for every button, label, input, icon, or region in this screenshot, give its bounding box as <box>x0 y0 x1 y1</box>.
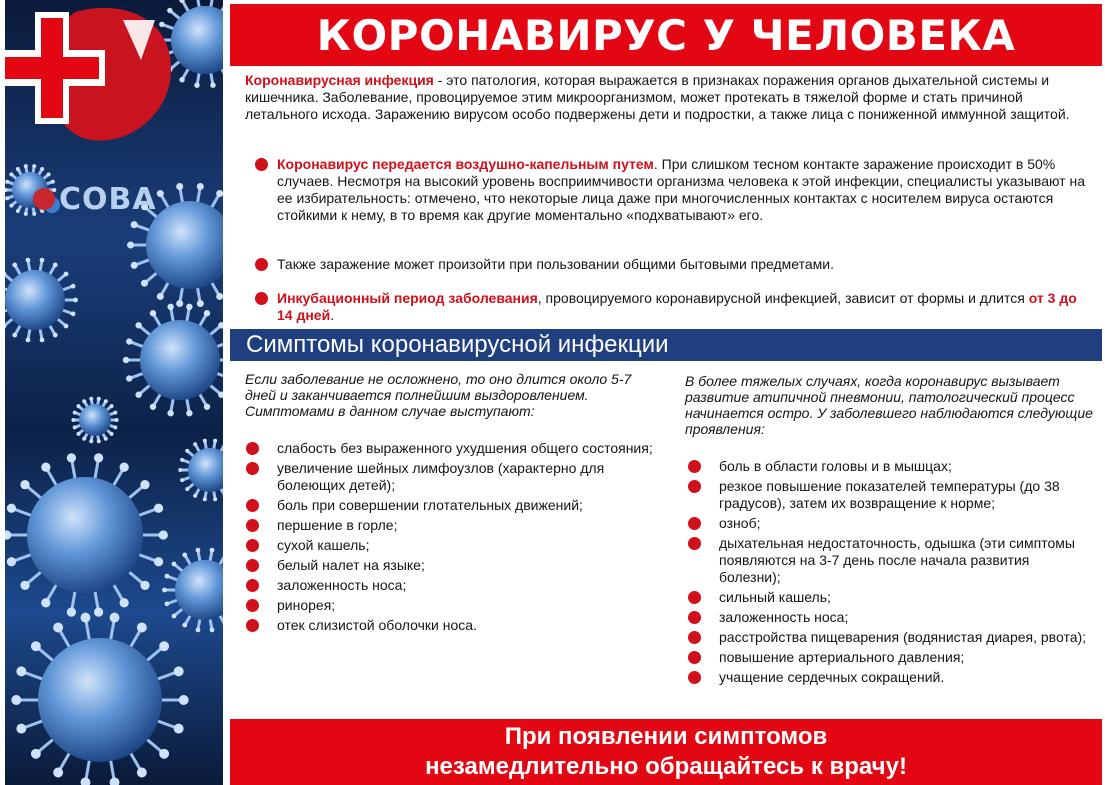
intro-paragraph <box>245 72 1085 123</box>
virus-particle <box>11 613 188 785</box>
footer-line-2: незамедлительно обращайтесь к врачу! <box>425 753 907 780</box>
list-item: ринорея; <box>246 597 666 614</box>
footer-banner <box>230 719 1102 785</box>
header-banner <box>230 4 1102 66</box>
virus-particle <box>123 304 223 417</box>
list-item: слабость без выраженного ухудшения общего состояния; <box>246 440 666 457</box>
transmission-paragraph <box>277 156 1092 224</box>
virus-particle <box>71 397 118 444</box>
virus-particle <box>5 258 78 343</box>
page-title: КОРОНАВИРУС У ЧЕЛОВЕКА <box>316 10 1016 60</box>
list-item: расстройства пищеварения (водянистая диарея, рвота); <box>688 629 1088 646</box>
list-item: заложенность носа; <box>688 609 1088 626</box>
footer-line-1: При появлении симптомов <box>504 723 828 750</box>
list-item: учащение сердечных сокращений. <box>688 669 1088 686</box>
medical-cross-drop-icon <box>5 0 175 150</box>
household-text: Также заражение может произойти при пользовании общими бытовыми предметами. <box>277 256 834 272</box>
incubation-text: , провоцируемого коронавирусной инфекцией, зависит от формы и длится <box>537 290 1029 306</box>
virus-particle <box>162 548 223 633</box>
virus-particle <box>5 453 168 617</box>
poster <box>5 0 1102 785</box>
symptoms-section-header <box>230 329 1102 361</box>
transmission-text: . При слишком тесном контакте заражение происходит в 50% случаев. Несмотря на высокий уровень восприимчивости организма человека к этой инфекции, специалисты указывают на ее избирательность: отмечено, что некоторые лица даже при многочисленных контактах с носителем вируса остаются стойкими к нему, в то время как другие моментально «подхватывают» его. <box>277 156 1085 223</box>
list-item: боль в области головы и в мышцах; <box>688 458 1088 475</box>
list-item: увеличение шейных лимфоузлов (характерно для болеющих детей); <box>246 460 666 494</box>
list-item: сильный кашель; <box>688 589 1088 606</box>
virus-particle <box>178 439 223 501</box>
bullet-icon <box>255 292 268 305</box>
incubation-lead: Инкубационный период заболевания <box>277 290 538 306</box>
household-paragraph <box>277 256 1092 273</box>
mild-case-intro: Если заболевание не осложнено, то оно длится около 5-7 дней и заканчивается полнейшим выздоровлением. Симптомами в данном случае выступают: <box>245 371 632 419</box>
severe-symptoms-list <box>688 458 1088 689</box>
list-item: заложенность носа; <box>246 577 666 594</box>
transmission-lead: Коронавирус передается воздушно-капельным путем <box>277 156 654 172</box>
brand-name: СОВА <box>59 181 157 217</box>
incubation-paragraph <box>277 290 1092 324</box>
list-item: резкое повышение показателей температуры (до 38 градусов), затем их возвращение к норме; <box>688 478 1088 512</box>
list-item: сухой кашель; <box>246 537 666 554</box>
incubation-period: от 3 до 14 дней <box>277 290 1077 323</box>
list-item: озноб; <box>688 515 1088 532</box>
bullet-icon <box>255 258 268 271</box>
list-item: белый налет на языке; <box>246 557 666 574</box>
list-item: дыхательная недостаточность, одышка (эти симптомы появляются на 3-7 день после начала развития болезни); <box>688 535 1088 586</box>
brand-logo-icon <box>33 188 55 210</box>
mild-symptoms-list <box>246 440 666 637</box>
intro-lead: Коронавирусная инфекция <box>245 72 434 88</box>
brand-logo <box>33 182 157 216</box>
section-title: Симптомы коронавирусной инфекции <box>246 331 669 358</box>
list-item: повышение артериального давления; <box>688 649 1088 666</box>
list-item: боль при совершении глотательных движений; <box>246 497 666 514</box>
incubation-end: . <box>330 307 335 323</box>
bullet-icon <box>255 158 268 171</box>
list-item: першение в горле; <box>246 517 666 534</box>
intro-text: - это патология, которая выражается в признаках поражения органов дыхательной системы и кишечника. Заболевание, провоцируемое этим микроорганизмом, может протекать в тяжелой форме и стать причиной летального исхода. Заражению вирусом особо подвержены дети и подростки, а также лица с пониженной иммунной защитой. <box>245 72 1070 122</box>
list-item: отек слизистой оболочки носа. <box>246 617 666 634</box>
severe-case-intro: В более тяжелых случаях, когда коронавирус вызывает развитие атипичной пневмонии, патологический процесс начинается остро. У заболевшего наблюдаются следующие проявления: <box>685 373 1093 437</box>
virus-side-panel <box>5 0 223 785</box>
